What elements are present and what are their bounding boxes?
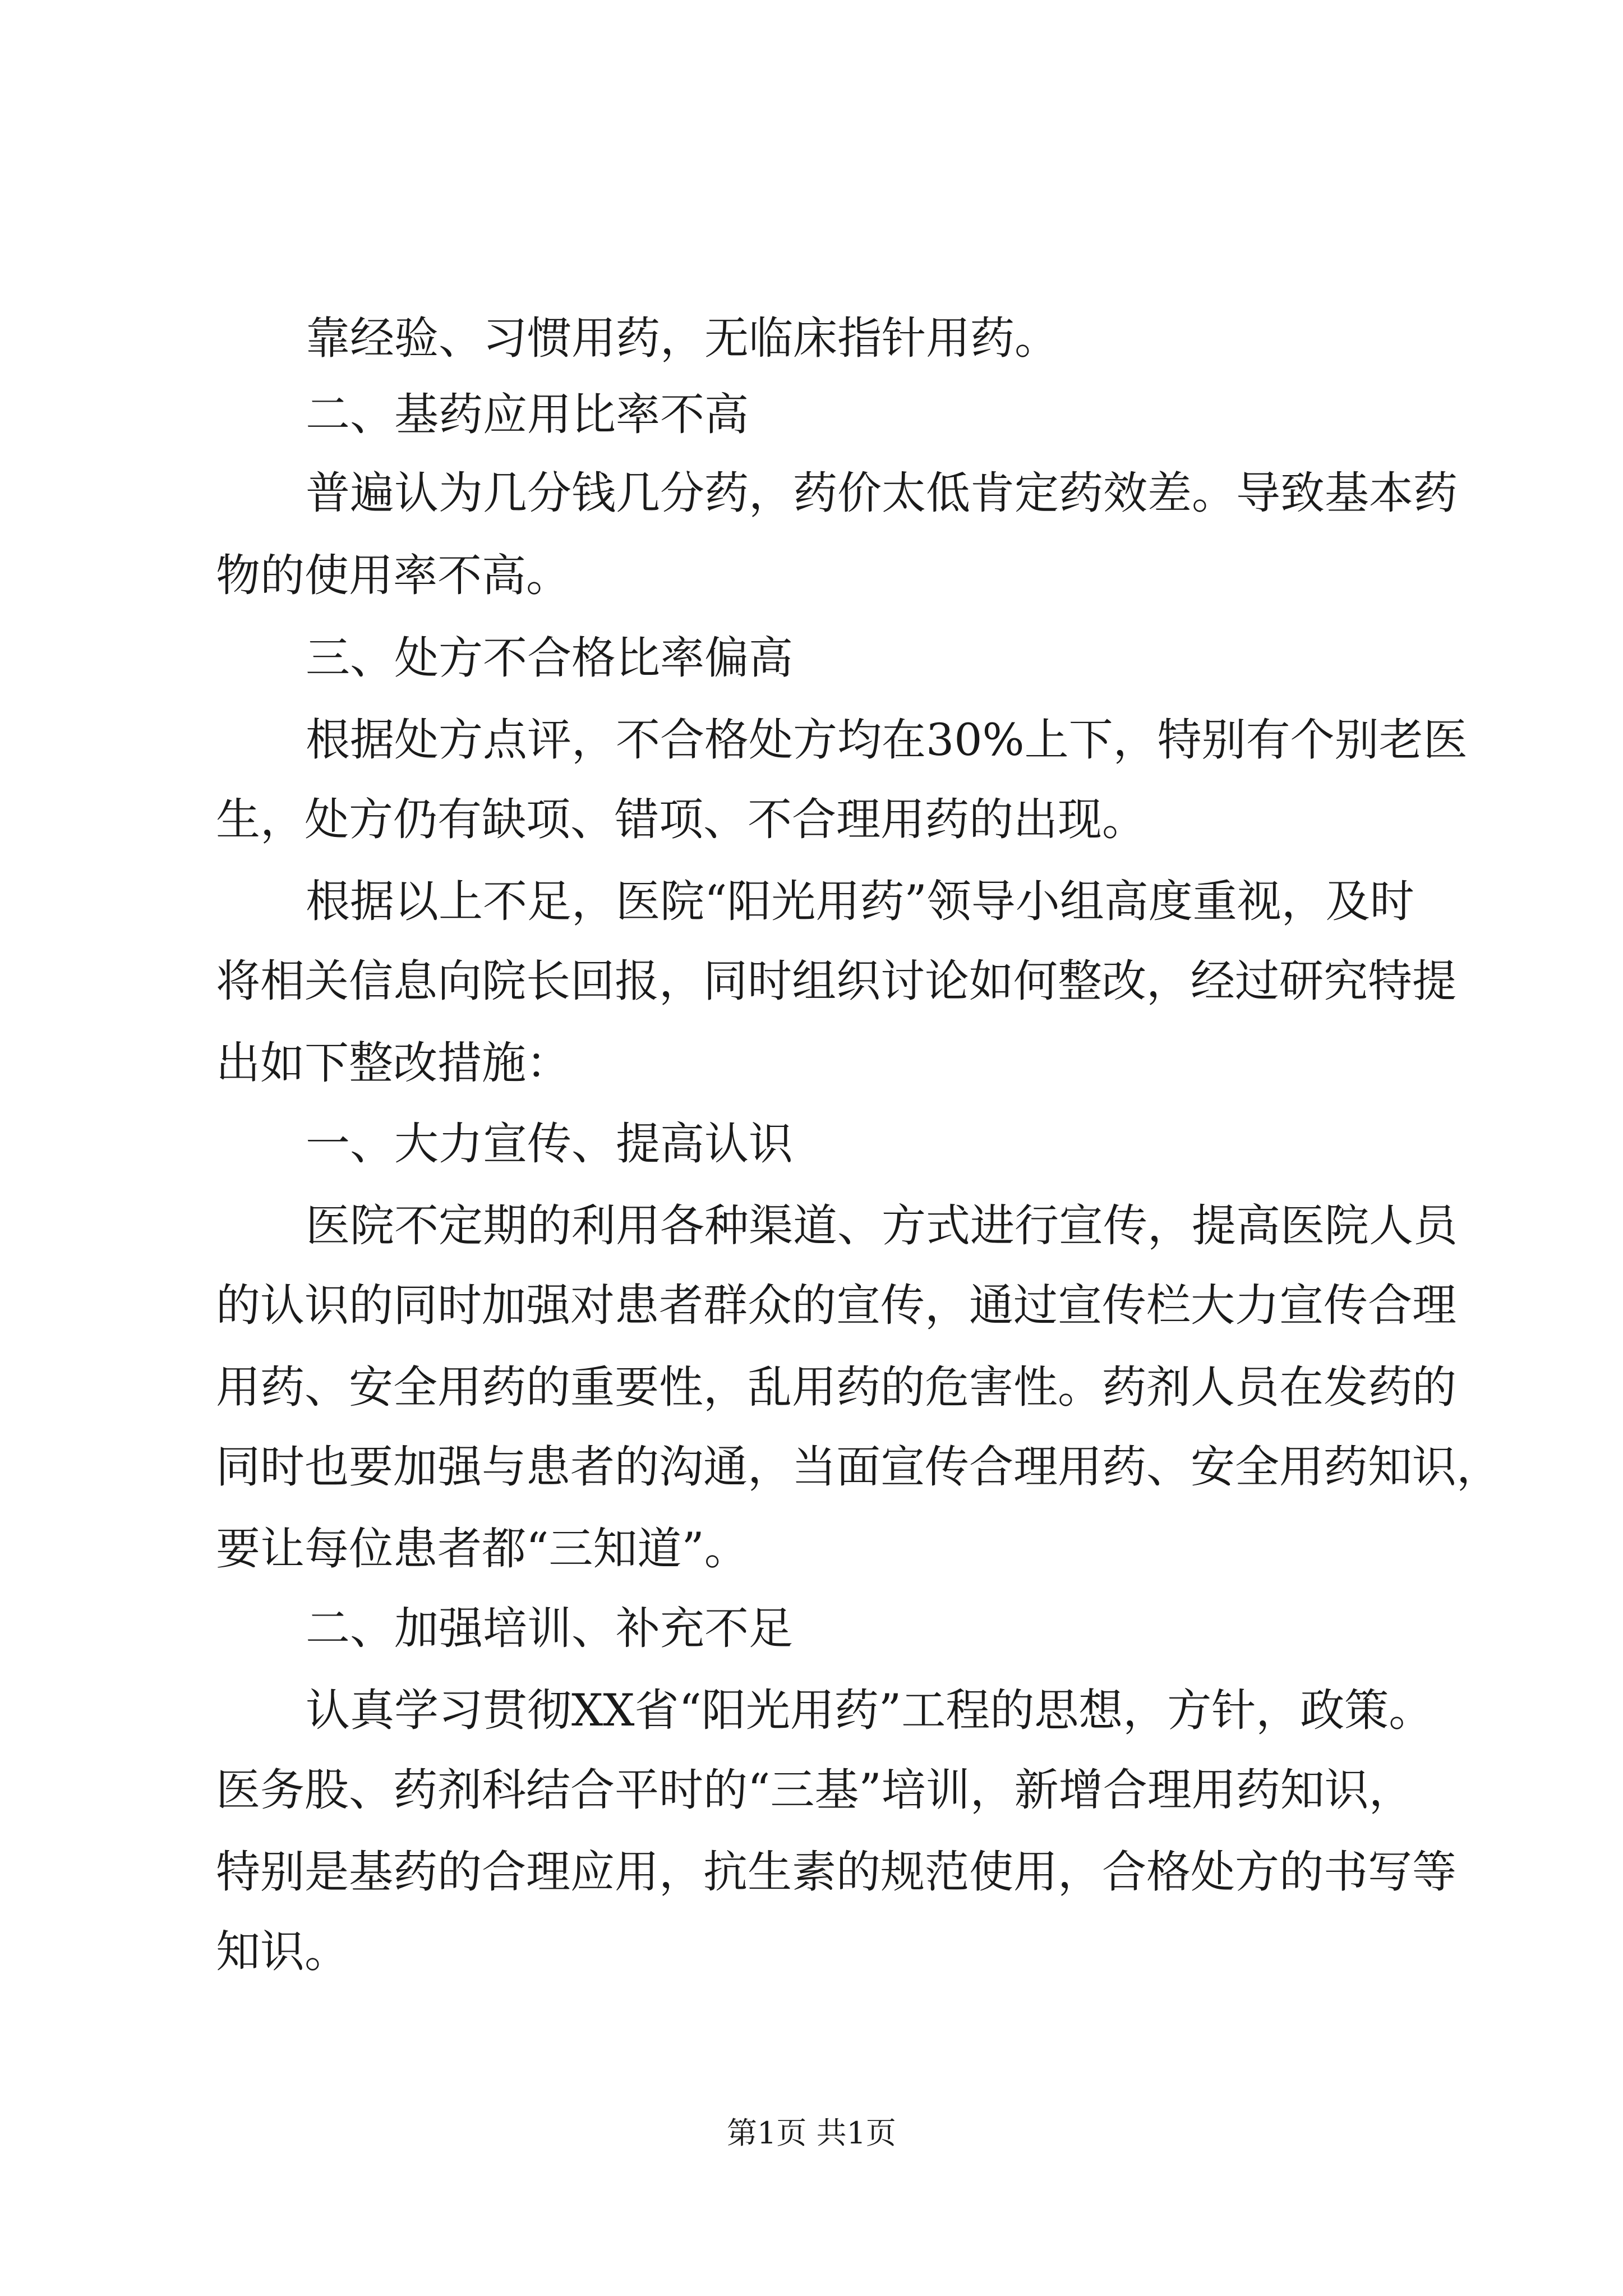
- paragraph-line: 出如下整改措施：: [216, 1037, 570, 1089]
- paragraph-line: 同时也要加强与患者的沟通，当面宣传合理用药、安全用药知识，: [216, 1441, 1501, 1493]
- page-number-footer: 第1页 共1页: [727, 2115, 896, 2151]
- paragraph-line: 医务股、药剂科结合平时的“三基”培训，新增合理用药知识，: [216, 1764, 1413, 1816]
- paragraph-line: 根据处方点评，不合格处方均在30%上下，特别有个别老医: [306, 714, 1468, 766]
- paragraph-line: 医院不定期的利用各种渠道、方式进行宣传，提高医院人员: [306, 1200, 1458, 1251]
- paragraph-line: 将相关信息向院长回报，同时组织讨论如何整改，经过研究特提: [216, 955, 1456, 1007]
- paragraph-line: 认真学习贯彻XX省“阳光用药”工程的思想，方针，政策。: [306, 1685, 1433, 1736]
- paragraph-line: 的认识的同时加强对患者群众的宣传，通过宣传栏大力宣传合理: [216, 1280, 1456, 1331]
- paragraph-line: 特别是基药的合理应用，抗生素的规范使用，合格处方的书写等: [216, 1846, 1456, 1898]
- section-heading: 二、加强培训、补充不足: [306, 1603, 793, 1654]
- paragraph-line: 要让每位患者都“三知道”。: [216, 1523, 749, 1575]
- paragraph-line: 生，处方仍有缺项、错项、不合理用药的出现。: [216, 794, 1146, 845]
- paragraph-line: 用药、安全用药的重要性，乱用药的危害性。药剂人员在发药的: [216, 1361, 1456, 1413]
- section-heading: 二、基药应用比率不高: [306, 389, 749, 440]
- paragraph-line: 根据以上不足，医院“阳光用药”领导小组高度重视，及时: [306, 876, 1414, 927]
- paragraph-line: 物的使用率不高。: [216, 550, 570, 601]
- section-heading: 三、处方不合格比率偏高: [306, 632, 793, 684]
- paragraph-line: 靠经验、习惯用药，无临床指针用药。: [306, 312, 1059, 364]
- paragraph-line: 知识。: [216, 1926, 349, 1977]
- section-heading: 一、大力宣传、提高认识: [306, 1118, 793, 1170]
- paragraph-line: 普遍认为几分钱几分药，药价太低肯定药效差。导致基本药: [306, 467, 1458, 519]
